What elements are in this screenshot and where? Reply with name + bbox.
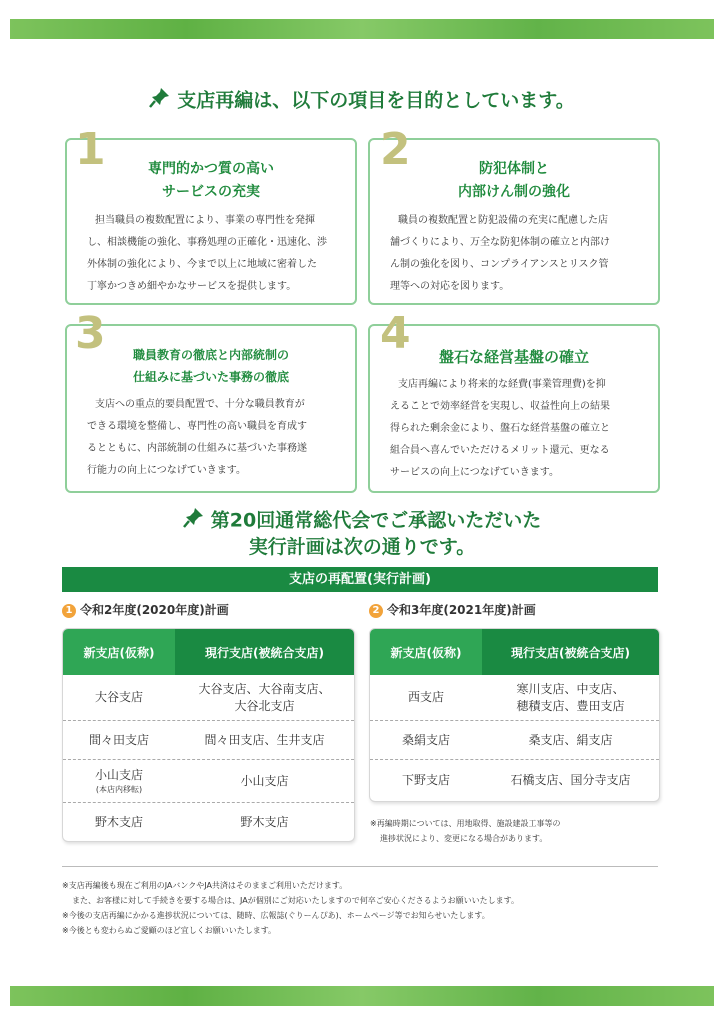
pushpin-icon bbox=[149, 86, 171, 116]
current-branch-line1: 桑支店、絹支店 bbox=[528, 732, 613, 747]
header-current-branch: 現行支店(被統合支店) bbox=[482, 629, 659, 675]
card-body bbox=[390, 210, 642, 298]
card-body-line: し、相談機能の強化、事務処理の正確化・迅速化、渉 bbox=[87, 237, 327, 248]
footer-note-line: また、お客様に対して手続きを要する場合は、JAが個別にご対応いたしますので何卒ご安心くださるようお願いいたします。 bbox=[72, 896, 520, 905]
card-body-line: 丁寧かつきめ細やかなサービスを提供します。 bbox=[87, 281, 297, 292]
card-title-line1: 専門的かつ質の高い bbox=[148, 161, 274, 177]
current-branch-cell bbox=[482, 675, 659, 720]
header-new-branch: 新支店(仮称) bbox=[370, 629, 482, 675]
table-note-line1: ※再編時期については、用地取得、施設建設工事等の bbox=[370, 819, 561, 828]
table-row bbox=[63, 675, 354, 720]
current-branch-cell bbox=[175, 721, 354, 759]
table-row bbox=[63, 759, 354, 802]
purpose-card-1 bbox=[65, 124, 357, 305]
card-body bbox=[87, 394, 339, 482]
new-branch-cell bbox=[370, 721, 482, 759]
table-body bbox=[370, 675, 659, 800]
table-row bbox=[370, 675, 659, 720]
footer-divider bbox=[62, 866, 658, 867]
plan2-title-text: 令和3年度(2021年度)計画 bbox=[387, 603, 536, 617]
table-row bbox=[63, 802, 354, 841]
bottom-decorative-band bbox=[10, 986, 714, 1006]
plan-heading-line2: 実行計画は次の通りです。 bbox=[248, 536, 476, 558]
card-body-line: 外体制の強化により、今まで以上に地域に密着した bbox=[87, 259, 317, 270]
card-title-line2: 仕組みに基づいた事務の徹底 bbox=[132, 370, 289, 384]
pushpin-icon bbox=[183, 506, 205, 536]
plan2-number-badge: 2 bbox=[369, 604, 383, 618]
plan-heading-text: 第20回通常総代会でご承認いただいた bbox=[210, 509, 542, 532]
new-branch-cell bbox=[63, 760, 175, 802]
card-body-line: 理等への対応を図ります。 bbox=[390, 281, 510, 292]
new-branch-name: 間々田支店 bbox=[88, 732, 149, 747]
card-body-line: るとともに、内部統制の仕組みに基づいた事務遂 bbox=[87, 443, 307, 454]
current-branch-line1: 小山支店 bbox=[240, 773, 289, 788]
current-branch-line1: 間々田支店、生井支店 bbox=[204, 732, 325, 747]
current-branch-cell bbox=[175, 760, 354, 802]
card-body-line: 支店への重点的要員配置で、十分な職員教育が bbox=[95, 399, 305, 410]
card-body-line: 得られた剰余金により、盤石な経営基盤の確立と bbox=[390, 423, 610, 434]
new-branch-cell bbox=[370, 760, 482, 800]
card-number: 3 bbox=[75, 308, 106, 359]
card-body-line: サービスの向上につなげていきます。 bbox=[390, 467, 559, 478]
table-header-row bbox=[63, 629, 354, 675]
card-body-line: できる環境を整備し、専門性の高い職員を育成す bbox=[87, 421, 307, 432]
footer-note-line: ※今後の支店再編にかかる進捗状況については、随時、広報誌(ぐりーんぴあ)、ホームページ等でお知らせいたします。 bbox=[62, 911, 490, 920]
new-branch-name: 下野支店 bbox=[401, 772, 450, 787]
current-branch-line1: 大谷支店、大谷南支店、 bbox=[198, 681, 331, 696]
new-branch-cell bbox=[63, 803, 175, 841]
current-branch-cell bbox=[175, 803, 354, 841]
purpose-card-4 bbox=[368, 308, 660, 493]
card-body-line: 組合員へ喜んでいただけるメリット還元、更なる bbox=[390, 445, 610, 456]
plan1-table bbox=[62, 628, 355, 842]
card-title-line2: 内部けん制の強化 bbox=[458, 184, 570, 200]
new-branch-name: 小山支店 bbox=[94, 768, 143, 782]
table-row bbox=[370, 720, 659, 759]
card-number: 2 bbox=[380, 124, 411, 175]
card-title-line1: 盤石な経営基盤の確立 bbox=[438, 348, 589, 366]
new-branch-cell bbox=[63, 721, 175, 759]
plan1-title bbox=[62, 601, 229, 619]
plan-heading-line1 bbox=[0, 506, 724, 536]
plan2-title bbox=[369, 601, 536, 619]
card-title-line1: 防犯体制と bbox=[479, 161, 549, 177]
top-decorative-band bbox=[10, 19, 714, 39]
plan1-title-text: 令和2年度(2020年度)計画 bbox=[80, 603, 229, 617]
card-number: 1 bbox=[75, 124, 106, 175]
card-body-line: えることで効率経営を実現し、収益性向上の結果 bbox=[390, 401, 610, 412]
card-body bbox=[390, 374, 642, 484]
new-branch-cell bbox=[370, 675, 482, 720]
new-branch-cell bbox=[63, 675, 175, 720]
card-body-line: 行能力の向上につなげていきます。 bbox=[87, 465, 246, 476]
card-body bbox=[87, 210, 339, 298]
current-branch-cell bbox=[175, 675, 354, 720]
header-current-branch: 現行支店(被統合支店) bbox=[175, 629, 354, 675]
card-title-line1: 職員教育の徹底と内部統制の bbox=[132, 348, 289, 362]
purpose-card-3 bbox=[65, 308, 357, 493]
table-header-row bbox=[370, 629, 659, 675]
current-branch-line1: 寒川支店、中支店、 bbox=[516, 681, 625, 696]
plan1-number-badge: 1 bbox=[62, 604, 76, 618]
card-number: 4 bbox=[380, 308, 411, 359]
table-note-line2: 進捗状況により、変更になる場合があります。 bbox=[380, 834, 548, 843]
card-title-line2: サービスの充実 bbox=[162, 184, 260, 200]
card-body-line: 舗づくりにより、万全な防犯体制の確立と内部け bbox=[390, 237, 610, 248]
current-branch-line1: 野木支店 bbox=[240, 814, 289, 829]
plan2-table bbox=[369, 628, 660, 802]
footer-notes bbox=[62, 878, 662, 938]
card-body-line: 職員の複数配置と防犯設備の充実に配慮した店 bbox=[398, 215, 608, 226]
new-branch-name: 野木支店 bbox=[94, 814, 143, 829]
table-note bbox=[370, 816, 561, 846]
current-branch-line2: 大谷北支店 bbox=[234, 698, 295, 713]
footer-note-line: ※支店再編後も現在ご利用のJAバンクやJA共済はそのままご利用いただけます。 bbox=[62, 881, 348, 890]
current-branch-line1: 石橋支店、国分寺支店 bbox=[510, 772, 631, 787]
purpose-card-2 bbox=[368, 124, 660, 305]
new-branch-name: 大谷支店 bbox=[94, 690, 143, 704]
card-body-line: 支店再編により将来的な経費(事業管理費)を抑 bbox=[398, 379, 606, 390]
new-branch-name: 西支店 bbox=[407, 690, 444, 704]
current-branch-cell bbox=[482, 760, 659, 800]
new-branch-note: (本店内移転) bbox=[95, 785, 143, 794]
table-row bbox=[370, 759, 659, 800]
footer-note-line: ※今後とも変わらぬご愛顧のほど宜しくお願いいたします。 bbox=[62, 926, 277, 935]
new-branch-name: 桑絹支店 bbox=[401, 732, 450, 747]
card-body-line: ん制の強化を図り、コンプライアンスとリスク管 bbox=[390, 259, 609, 270]
table-row bbox=[63, 720, 354, 759]
card-body-line: 担当職員の複数配置により、事業の専門性を発揮 bbox=[95, 215, 315, 226]
purpose-heading bbox=[0, 86, 724, 116]
header-new-branch: 新支店(仮称) bbox=[63, 629, 175, 675]
section-title-bar: 支店の再配置(実行計画) bbox=[62, 567, 658, 592]
purpose-heading-text: 支店再編は、以下の項目を目的としています。 bbox=[177, 89, 575, 112]
current-branch-cell bbox=[482, 721, 659, 759]
table-body bbox=[63, 675, 354, 841]
current-branch-line2: 穂積支店、豊田支店 bbox=[516, 698, 625, 713]
